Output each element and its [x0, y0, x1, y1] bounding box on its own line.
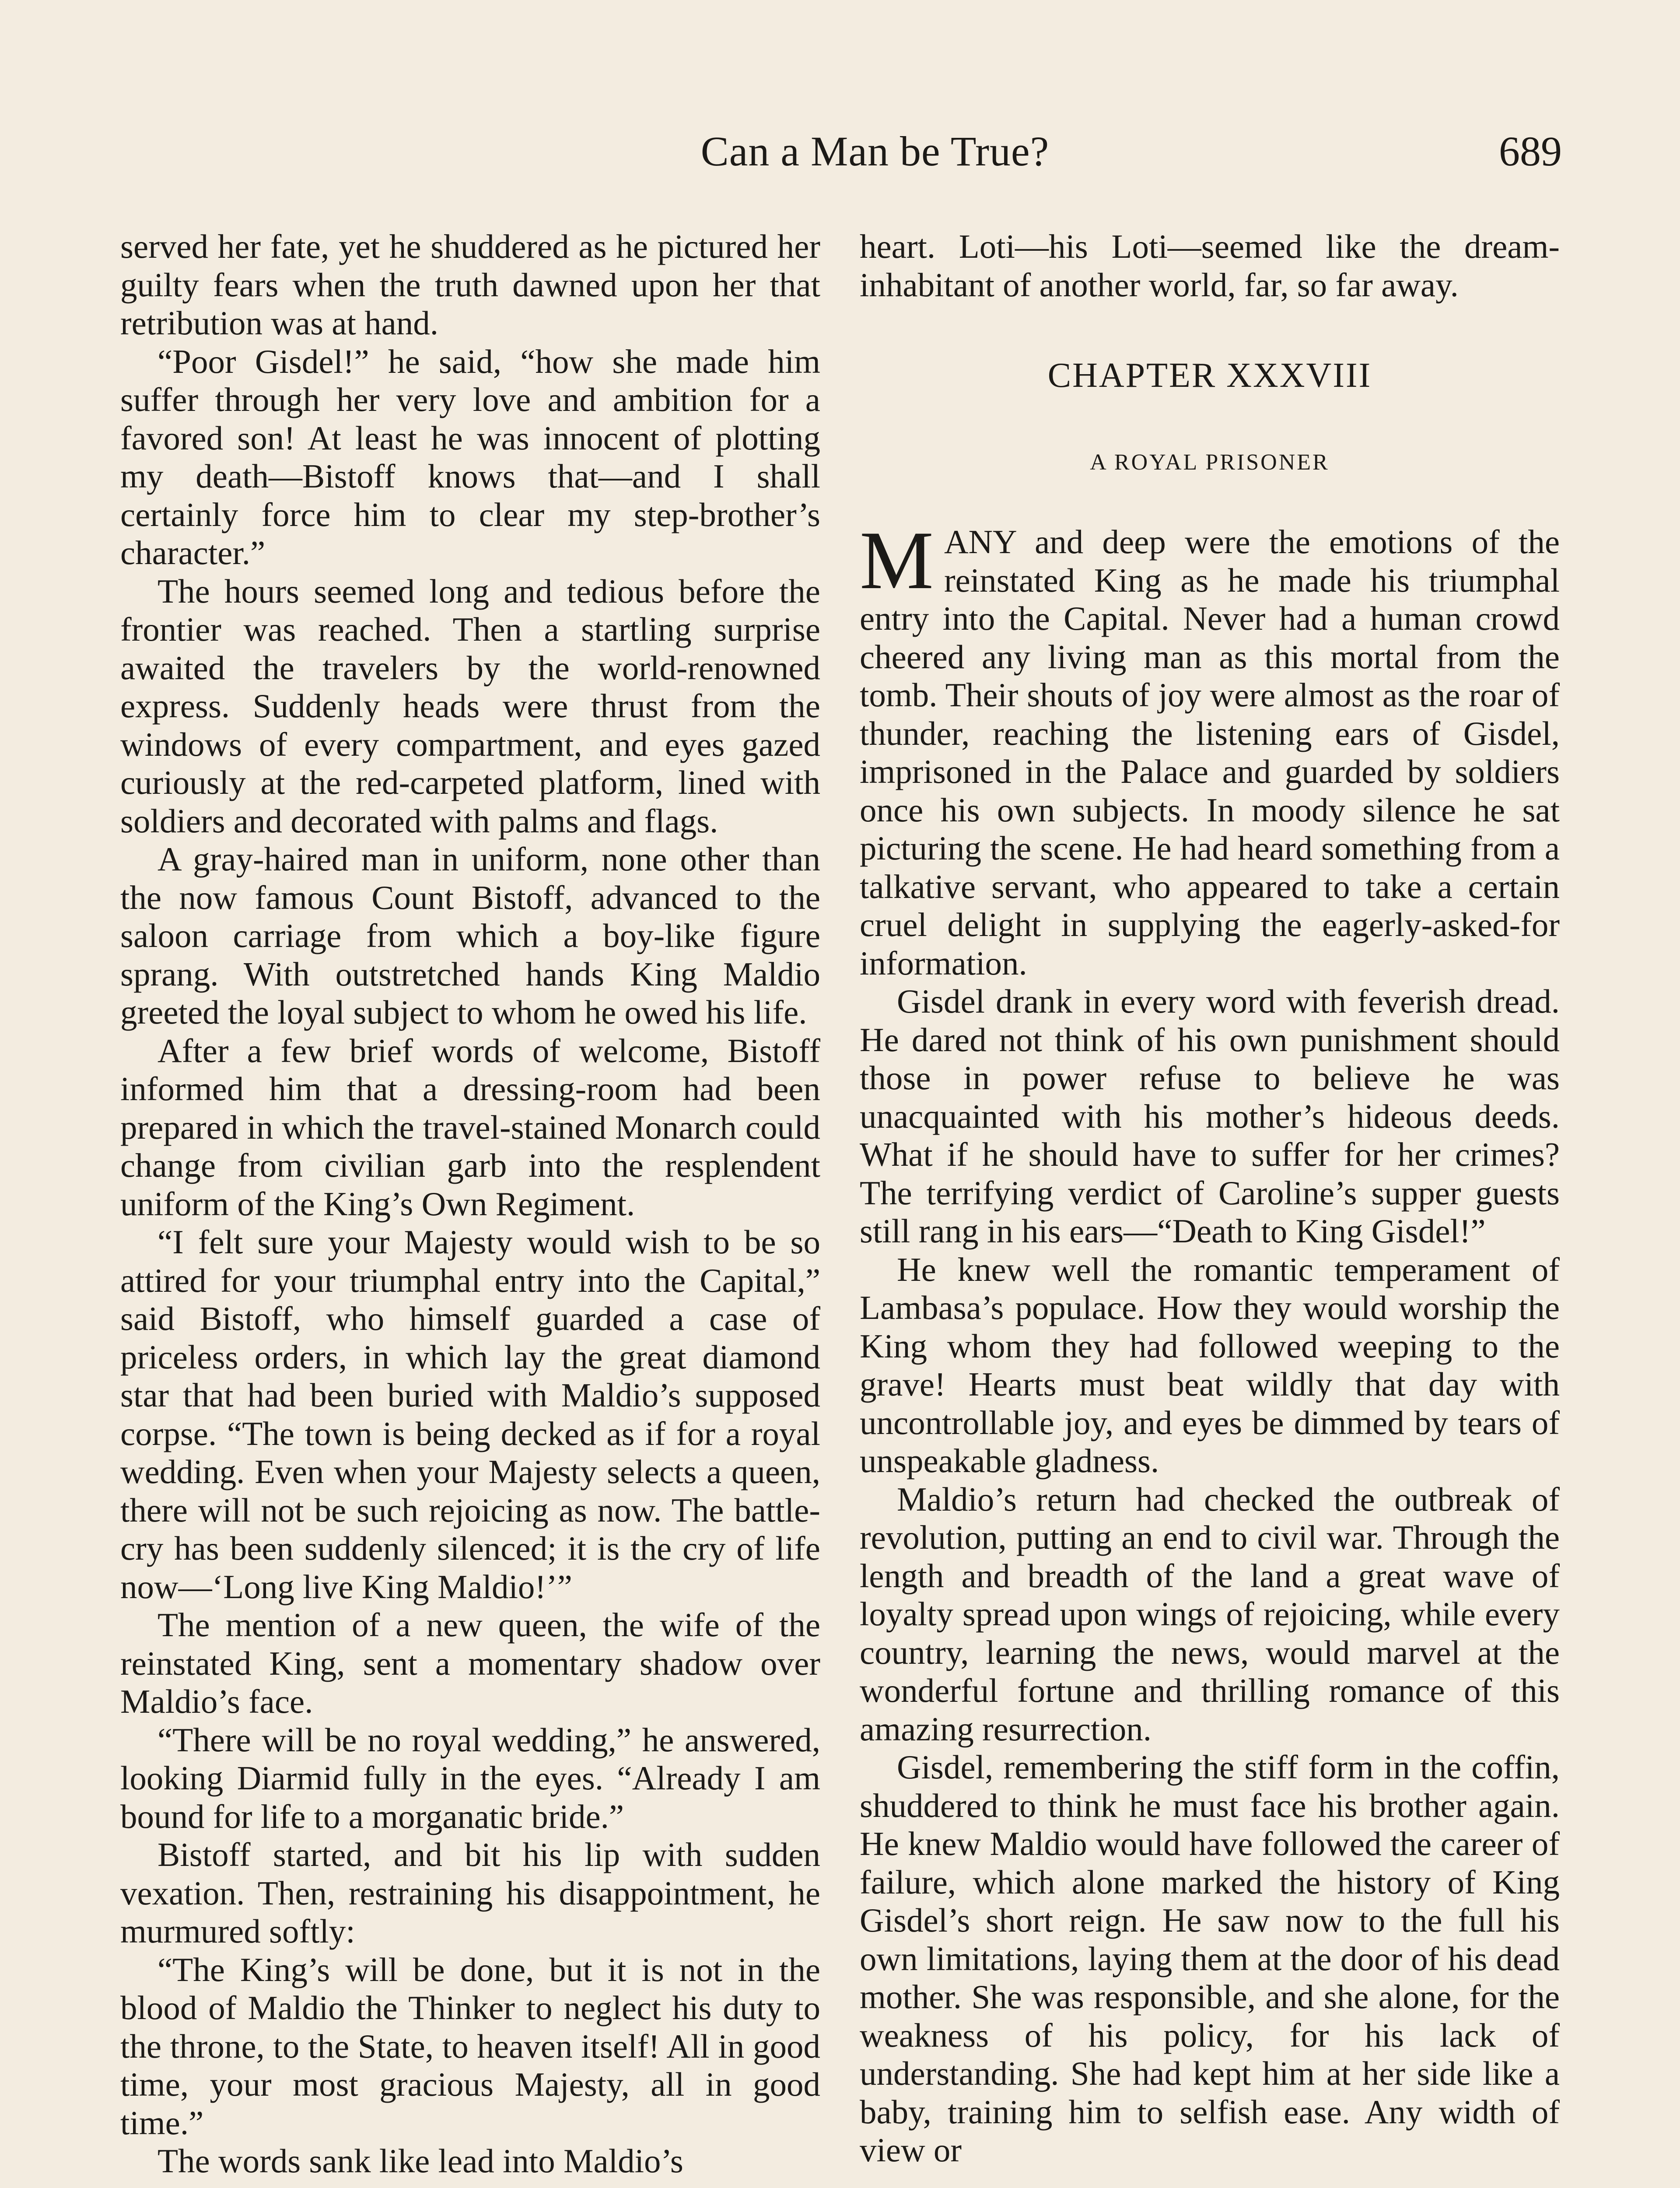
paragraph: The mention of a new queen, the wife of the reinstated King, sent a momentary shadow over Maldio’s face.: [120, 1606, 820, 1720]
drop-cap: M: [860, 515, 934, 607]
paragraph: The words sank like lead into Maldio’s: [158, 2142, 683, 2180]
paragraph: After a few brief words of welcome, Bistoff informed him that a dressing-room had been prepared in which the travel-stained Monarch could change from civilian garb into the resplendent uniform of the King’s Own Regiment.: [120, 1031, 820, 1223]
paragraph: “There will be no royal wedding,” he answered, looking Diarmid fully in the eyes. “Already I am bound for life to a morganatic bride.”: [120, 1721, 820, 1835]
paragraph: He knew well the romantic temperament of Lambasa’s populace. How they would worship the King whom they had followed weeping to the grave! Hearts must beat wildly that day with uncontrollable joy, and eyes be dimmed by tears of unspeakable gladness.: [860, 1250, 1560, 1480]
page-header: [118, 127, 1562, 188]
running-title: Can a Man be True?: [700, 128, 1050, 175]
paragraph: The hours seemed long and tedious before the frontier was reached. Then a startling surprise awaited the travelers by the world-renowned express. Suddenly heads were thrust from the windows of every compartment, and eyes gazed curiously at the red-carpeted platform, lined with soldiers and decorated with palms and flags.: [120, 572, 820, 840]
paragraph: “The King’s will be done, but it is not in the blood of Maldio the Thinker to neglect his duty to the throne, to the State, to heaven itself! All in good time, your most gracious Majesty, all in good time.”: [120, 1950, 820, 2142]
paragraph: “I felt sure your Majesty would wish to be so attired for your triumphal entry into the Capital,” said Bistoff, who himself guarded a case of priceless orders, in which lay the great diamond star that had been buried with Maldio’s supposed corpse. “The town is being decked as if for a royal wedding. Even when your Majesty selects a queen, there will not be such rejoicing as now. The battle-cry has been suddenly silenced; it is the cry of life now—‘Long live King Maldio!’”: [120, 1223, 820, 1606]
paragraph-text: ANY and deep were the emotions of the reinstated King as he made his triumphal entry into the Capital. Never had a human crowd cheered any living man as this mortal from the tomb. Their shouts of joy were almost as the roar of thunder, reaching the listening ears of Gisdel, imprisoned in the Palace and guarded by soldiers once his own subjects. In moody silence he sat picturing the scene. He had heard something from a talkative servant, who appeared to take a certain cruel delight in supplying the eagerly-asked-for information.: [860, 523, 1560, 982]
chapter-opening-paragraph: [860, 515, 1560, 982]
paragraph: Gisdel drank in every word with feverish dread. He dared not think of his own punishment should those in power refuse to believe he was unacquainted with his mother’s hideous deeds. What if he should have to suffer for her crimes? The terrifying verdict of Caroline’s supper guests still rang in his ears—“Death to King Gisdel!”: [860, 982, 1560, 1250]
paragraph: Maldio’s return had checked the outbreak of revolution, putting an end to civil war. Through the length and breadth of the land a great wave of loyalty spread upon wings of rejoicing, while every country, learning the news, would marvel at the wonderful fortune and thrilling romance of this amazing resurrection.: [860, 1480, 1560, 1748]
chapter-heading: CHAPTER XXXVIII: [1047, 356, 1372, 395]
paragraph: heart. Loti—his Loti—seemed like the dream-inhabitant of another world, far, so far away.: [860, 228, 1560, 304]
chapter-subtitle: A ROYAL PRISONER: [1090, 449, 1330, 475]
paragraph: Bistoff started, and bit his lip with sudden vexation. Then, restraining his disappointment, he murmured softly:: [120, 1836, 820, 1950]
left-column: [120, 228, 820, 2181]
paragraph: Gisdel, remembering the stiff form in the coffin, shuddered to think he must face his brother again. He knew Maldio would have followed the career of failure, which alone marked the history of King Gisdel’s short reign. He saw now to the full his own limitations, laying them at the door of his dead mother. She was responsible, and she alone, for the weakness of his policy, for his lack of understanding. She had kept him at her side like a baby, training him to selfish ease. Any width of view or: [860, 1748, 1560, 2169]
paragraph: “Poor Gisdel!” he said, “how she made him suffer through her very love and ambition for a favored son! At least he was innocent of plotting my death—Bistoff knows that—and I shall certainly force him to clear my step-brother’s character.”: [120, 342, 820, 572]
page-number: 689: [1499, 128, 1562, 175]
right-column: [860, 228, 1560, 2170]
paragraph: served her fate, yet he shuddered as he pictured her guilty fears when the truth dawned upon her that retribution was at hand.: [120, 228, 820, 342]
paragraph: A gray-haired man in uniform, none other than the now famous Count Bistoff, advanced to the saloon carriage from which a boy-like figure sprang. With outstretched hands King Maldio greeted the loyal subject to whom he owed his life.: [120, 840, 820, 1031]
